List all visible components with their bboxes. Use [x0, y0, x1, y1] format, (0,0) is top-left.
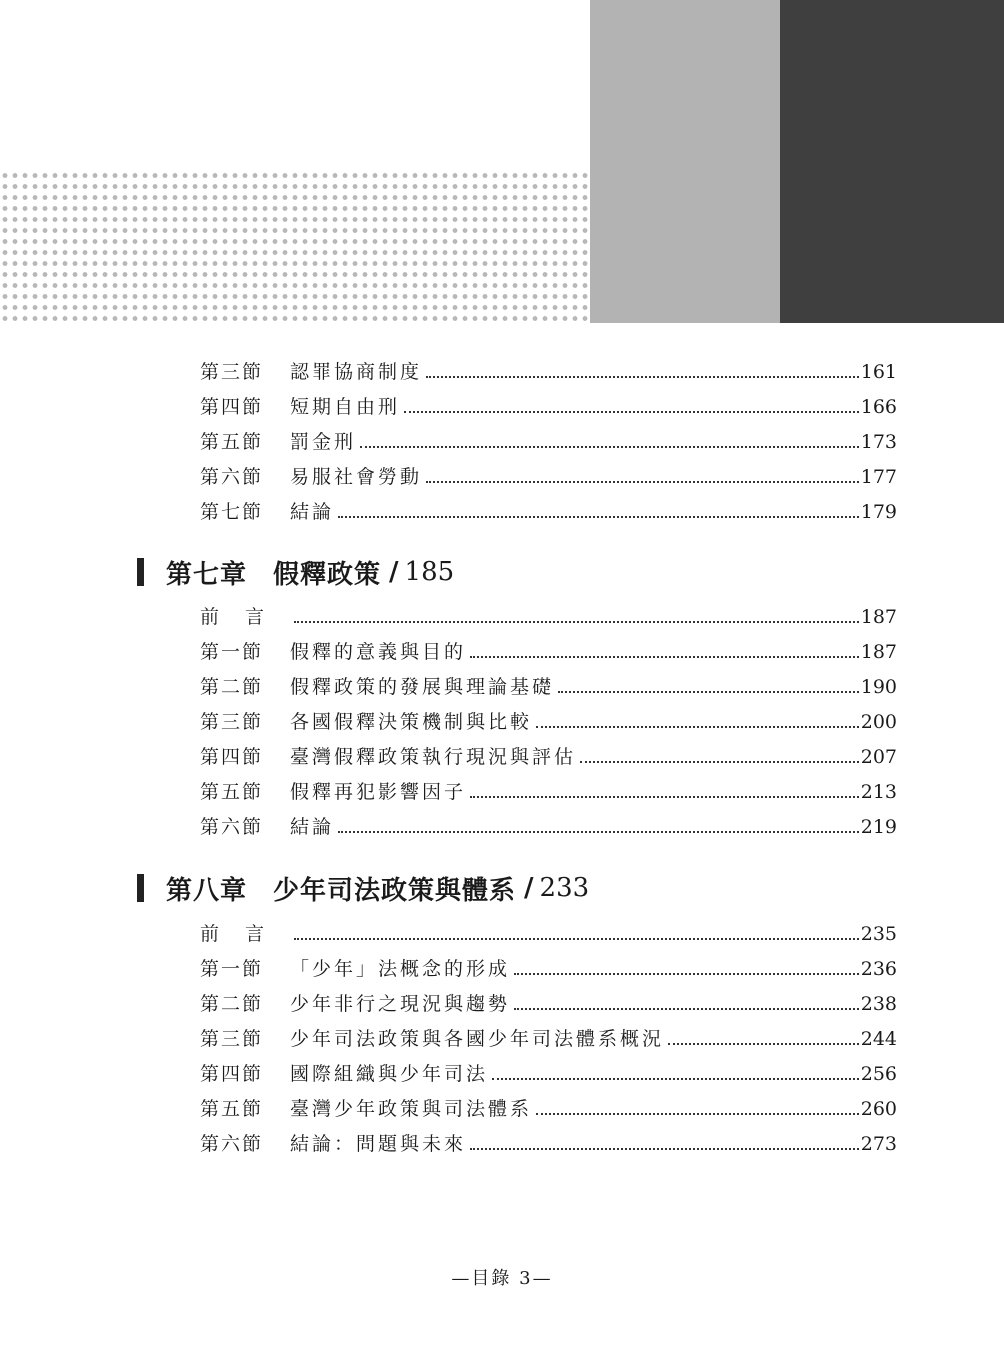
section-label: 第五節	[200, 1098, 264, 1120]
chapter-separator: /	[389, 557, 399, 587]
chapter-bar-marker	[137, 558, 144, 586]
section-title: 結論	[290, 501, 335, 523]
page-number: 260	[860, 1098, 897, 1120]
toc-entry	[200, 462, 897, 492]
page-number: 173	[860, 431, 897, 453]
page-number: 219	[860, 816, 897, 838]
dot-leader	[514, 973, 859, 975]
dot-leader	[338, 831, 859, 833]
section-title: 易服社會勞動	[290, 466, 423, 488]
decorative-gray-block	[590, 0, 780, 323]
section-label: 第六節	[200, 816, 264, 838]
section-title: 國際組織與少年司法	[290, 1063, 489, 1085]
toc-entry	[200, 637, 897, 667]
page-number: 187	[860, 606, 897, 628]
section-label: 第五節	[200, 781, 264, 803]
section-title: 少年非行之現況與趨勢	[290, 993, 511, 1015]
chapter-title: 假釋政策	[273, 559, 382, 590]
toc-entry	[200, 919, 897, 949]
page-number: 179	[860, 501, 897, 523]
section-label: 第二節	[200, 993, 264, 1015]
chapter-page-number: 185	[404, 557, 455, 587]
dot-leader	[580, 761, 859, 763]
dot-leader	[492, 1078, 859, 1080]
section-label: 第四節	[200, 396, 264, 418]
section-label: 第三節	[200, 361, 264, 383]
toc-entry	[200, 777, 897, 807]
toc-entry	[200, 1059, 897, 1089]
page-number: 207	[860, 746, 897, 768]
section-title: 認罪協商制度	[290, 361, 423, 383]
section-title: 結論	[290, 816, 335, 838]
chapter-heading	[137, 552, 454, 592]
toc-entry	[200, 707, 897, 737]
chapter-separator: /	[524, 873, 534, 903]
section-label: 第一節	[200, 958, 264, 980]
page-number: 161	[860, 361, 897, 383]
toc-entry	[200, 989, 897, 1019]
chapter-heading	[137, 868, 589, 908]
section-title: 假釋政策的發展與理論基礎	[290, 676, 555, 698]
dot-leader	[668, 1043, 859, 1045]
toc-entry	[200, 427, 897, 457]
toc-entry	[200, 672, 897, 702]
toc-entry	[200, 497, 897, 527]
section-label: 第五節	[200, 431, 264, 453]
section-label: 第二節	[200, 676, 264, 698]
dot-leader	[294, 621, 859, 623]
section-label: 第四節	[200, 1063, 264, 1085]
section-label: 第一節	[200, 641, 264, 663]
page-number: 166	[860, 396, 897, 418]
toc-entry	[200, 602, 897, 632]
toc-entry	[200, 1024, 897, 1054]
dot-leader	[426, 376, 859, 378]
section-title: 假釋再犯影響因子	[290, 781, 467, 803]
section-title: 假釋的意義與目的	[290, 641, 467, 663]
section-label: 第六節	[200, 466, 264, 488]
toc-entry	[200, 1094, 897, 1124]
chapter-number: 第八章	[166, 875, 248, 906]
page-number: 236	[860, 958, 897, 980]
dot-leader	[426, 481, 859, 483]
section-label: 第七節	[200, 501, 264, 523]
dot-leader	[536, 726, 859, 728]
section-title: 少年司法政策與各國少年司法體系概況	[290, 1028, 665, 1050]
page-footer: —目錄 3—	[451, 1268, 553, 1289]
dot-leader	[470, 796, 859, 798]
section-label: 第三節	[200, 711, 264, 733]
dot-leader	[470, 1148, 859, 1150]
decorative-dot-pattern	[0, 170, 590, 326]
section-title: 結論：問題與未來	[290, 1133, 467, 1155]
chapter-page-number: 233	[539, 873, 590, 903]
chapter-bar-marker	[137, 874, 144, 902]
page-number: 200	[860, 711, 897, 733]
section-title: 各國假釋決策機制與比較	[290, 711, 533, 733]
section-label: 前言	[200, 606, 291, 628]
toc-entry	[200, 392, 897, 422]
section-label: 第六節	[200, 1133, 264, 1155]
chapter-title: 少年司法政策與體系	[273, 875, 517, 906]
section-label: 第四節	[200, 746, 264, 768]
page-number: 238	[860, 993, 897, 1015]
dot-leader	[294, 938, 859, 940]
section-title: 罰金刑	[290, 431, 357, 453]
page-number: 213	[860, 781, 897, 803]
section-label: 第三節	[200, 1028, 264, 1050]
dot-leader	[514, 1008, 859, 1010]
dot-leader	[338, 516, 859, 518]
page-number: 190	[860, 676, 897, 698]
page-number: 177	[860, 466, 897, 488]
dot-leader	[470, 656, 859, 658]
toc-entry	[200, 812, 897, 842]
section-title: 「少年」法概念的形成	[290, 958, 511, 980]
toc-entry	[200, 954, 897, 984]
dot-leader	[404, 411, 859, 413]
decorative-dark-block	[780, 0, 1004, 323]
page-number: 235	[860, 923, 897, 945]
section-label: 前言	[200, 923, 291, 945]
section-title: 短期自由刑	[290, 396, 401, 418]
page-number: 244	[860, 1028, 897, 1050]
page-number: 273	[860, 1133, 897, 1155]
page-number: 187	[860, 641, 897, 663]
section-title: 臺灣假釋政策執行現況與評估	[290, 746, 577, 768]
section-title: 臺灣少年政策與司法體系	[290, 1098, 533, 1120]
page-number: 256	[860, 1063, 897, 1085]
toc-entry	[200, 742, 897, 772]
dot-leader	[558, 691, 859, 693]
chapter-number: 第七章	[166, 559, 248, 590]
toc-entry	[200, 1129, 897, 1159]
toc-entry	[200, 357, 897, 387]
dot-leader	[360, 446, 859, 448]
dot-leader	[536, 1113, 859, 1115]
